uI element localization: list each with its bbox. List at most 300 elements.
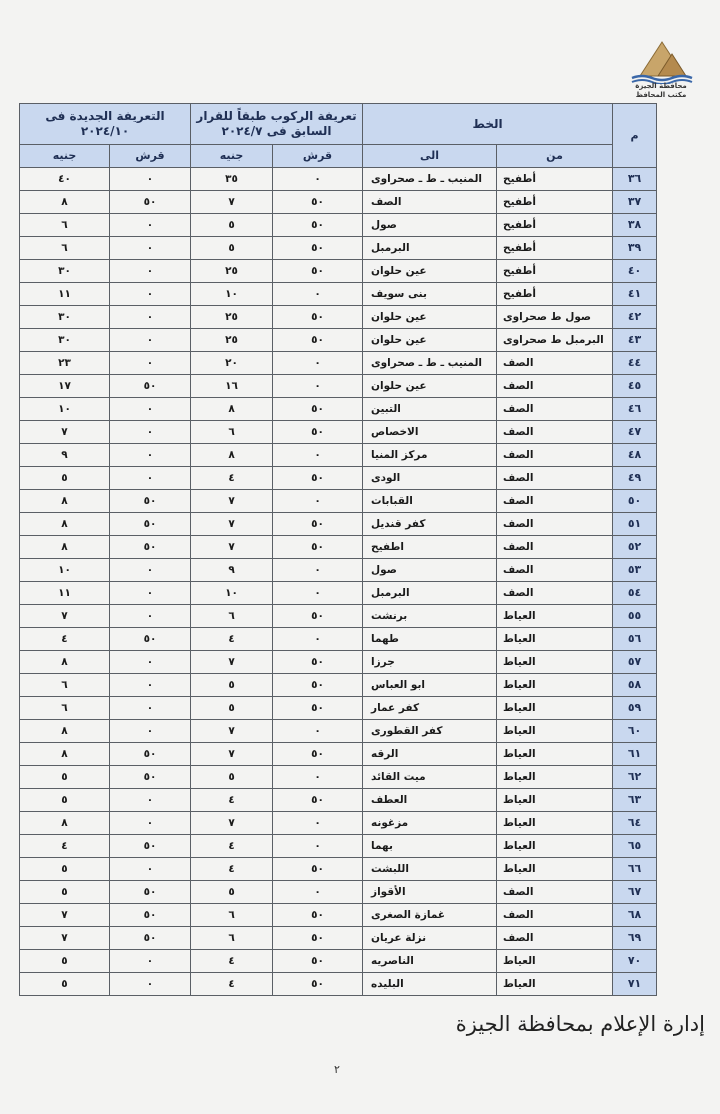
route-to: برنشت [363,605,497,628]
route-to: مركز المنيا [363,444,497,467]
new-fare-piastre: ٥٠ [110,628,191,651]
table-row [20,582,657,605]
row-index: ٤٩ [613,467,657,490]
old-fare-piastre: ٥٠ [273,467,363,490]
table-row [20,927,657,950]
old-fare-piastre: ٠ [273,628,363,651]
route-from: الصف [497,559,613,582]
route-from: الصف [497,467,613,490]
new-fare-piastre: ٥٠ [110,927,191,950]
old-fare-pound: ٦ [191,421,273,444]
table-row [20,628,657,651]
old-fare-pound: ١٠ [191,582,273,605]
old-fare-pound: ٢٥ [191,306,273,329]
row-index: ٦٩ [613,927,657,950]
old-fare-pound: ٩ [191,559,273,582]
route-to: طهما [363,628,497,651]
old-fare-pound: ٤ [191,467,273,490]
new-fare-piastre: ٠ [110,306,191,329]
route-to: الاخصاص [363,421,497,444]
route-from: العياط [497,950,613,973]
new-fare-pound: ٣٠ [20,306,110,329]
route-from: العياط [497,605,613,628]
route-to: عين حلوان [363,329,497,352]
new-fare-piastre: ٠ [110,674,191,697]
new-fare-piastre: ٥٠ [110,766,191,789]
old-fare-pound: ٧ [191,743,273,766]
table-row [20,283,657,306]
new-fare-pound: ٥ [20,973,110,996]
table-row [20,973,657,996]
table-row [20,789,657,812]
old-fare-pound: ٢٥ [191,260,273,283]
new-fare-pound: ٨ [20,191,110,214]
route-from: الصف [497,375,613,398]
old-fare-piastre: ٥٠ [273,927,363,950]
route-from: الصف [497,490,613,513]
route-from: الصف [497,582,613,605]
old-fare-piastre: ٥٠ [273,674,363,697]
old-fare-piastre: ٠ [273,352,363,375]
row-index: ٣٦ [613,168,657,191]
new-fare-piastre: ٥٠ [110,490,191,513]
old-fare-pound: ٦ [191,927,273,950]
route-to: اطفيح [363,536,497,559]
old-fare-pound: ٤ [191,835,273,858]
new-fare-pound: ٦ [20,697,110,720]
route-from: الصف [497,536,613,559]
old-fare-piastre: ٥٠ [273,421,363,444]
route-from: العياط [497,812,613,835]
old-fare-piastre: ٥٠ [273,214,363,237]
old-fare-piastre: ٥٠ [273,950,363,973]
new-fare-pound: ٣٠ [20,260,110,283]
new-fare-piastre: ٠ [110,214,191,237]
header-new-pound: جنيه [20,145,110,168]
row-index: ٧١ [613,973,657,996]
new-fare-piastre: ٥٠ [110,513,191,536]
row-index: ٤٦ [613,398,657,421]
table-row [20,766,657,789]
row-index: ٦٨ [613,904,657,927]
old-fare-piastre: ٠ [273,812,363,835]
new-fare-pound: ٨ [20,651,110,674]
route-to: بهما [363,835,497,858]
new-fare-pound: ٨ [20,536,110,559]
new-fare-piastre: ٠ [110,559,191,582]
route-from: الصف [497,398,613,421]
old-fare-pound: ١٦ [191,375,273,398]
old-fare-piastre: ٥٠ [273,260,363,283]
new-fare-piastre: ٠ [110,858,191,881]
row-index: ٦٥ [613,835,657,858]
old-fare-pound: ٤ [191,950,273,973]
old-fare-pound: ٦ [191,605,273,628]
footer-credit: إدارة الإعلام بمحافظة الجيزة [455,1012,705,1036]
new-fare-piastre: ٥٠ [110,536,191,559]
route-to: غمازة الصغرى [363,904,497,927]
route-from: أطفيح [497,283,613,306]
new-fare-piastre: ٥٠ [110,881,191,904]
old-fare-pound: ٥ [191,766,273,789]
route-from: الصف [497,927,613,950]
table-row [20,191,657,214]
table-row [20,513,657,536]
logo-caption [628,82,694,100]
table-row [20,352,657,375]
new-fare-piastre: ٥٠ [110,743,191,766]
route-to: المنيب ـ ط ـ صحراوى [363,168,497,191]
row-index: ٥٧ [613,651,657,674]
new-fare-pound: ١٧ [20,375,110,398]
new-fare-pound: ٨ [20,743,110,766]
header-to: الى [363,145,497,168]
page-number: ٢ [334,1063,340,1076]
new-fare-pound: ٤٠ [20,168,110,191]
old-fare-piastre: ٠ [273,444,363,467]
new-fare-piastre: ٠ [110,467,191,490]
route-to: القبابات [363,490,497,513]
new-fare-piastre: ٠ [110,329,191,352]
new-fare-piastre: ٥٠ [110,835,191,858]
old-fare-pound: ٥ [191,214,273,237]
route-to: كفر القطورى [363,720,497,743]
new-fare-piastre: ٠ [110,720,191,743]
new-fare-piastre: ٠ [110,697,191,720]
row-index: ٣٩ [613,237,657,260]
row-index: ٥٢ [613,536,657,559]
old-fare-piastre: ٠ [273,835,363,858]
old-fare-piastre: ٠ [273,283,363,306]
table-row [20,559,657,582]
logo-caption-line-1: محافظة الجيزة [635,82,687,90]
route-to: الرقه [363,743,497,766]
row-index: ٥٦ [613,628,657,651]
row-index: ٦١ [613,743,657,766]
route-to: مزغونه [363,812,497,835]
header-old-fare: تعريفة الركوب طبقاً للقرار السابق فى ٢٠٢٤/٧ [191,104,363,145]
old-fare-pound: ٢٥ [191,329,273,352]
route-from: الصف [497,421,613,444]
old-fare-pound: ٧ [191,490,273,513]
header-from: من [497,145,613,168]
route-to: كفر قنديل [363,513,497,536]
header-route: الخط [363,104,613,145]
old-fare-piastre: ٠ [273,168,363,191]
new-fare-pound: ٥ [20,789,110,812]
route-to: صول [363,214,497,237]
route-to: جرزا [363,651,497,674]
route-from: العياط [497,789,613,812]
row-index: ٤١ [613,283,657,306]
header-new-piastre: قرش [110,145,191,168]
route-to: البرمبل [363,237,497,260]
route-to: البليده [363,973,497,996]
route-from: العياط [497,766,613,789]
table-row [20,467,657,490]
route-from: أطفيح [497,191,613,214]
new-fare-pound: ١٠ [20,398,110,421]
old-fare-pound: ٨ [191,398,273,421]
old-fare-pound: ٥ [191,674,273,697]
row-index: ٤٨ [613,444,657,467]
new-fare-piastre: ٠ [110,398,191,421]
table-row [20,858,657,881]
old-fare-piastre: ٠ [273,766,363,789]
row-index: ٤٧ [613,421,657,444]
row-index: ٤٢ [613,306,657,329]
route-to: بنى سويف [363,283,497,306]
route-to: المنيب ـ ط ـ صحراوى [363,352,497,375]
table-row [20,674,657,697]
row-index: ٤٠ [613,260,657,283]
route-to: التبين [363,398,497,421]
new-fare-pound: ٤ [20,628,110,651]
route-to: الأقواز [363,881,497,904]
old-fare-pound: ٨ [191,444,273,467]
old-fare-pound: ٢٠ [191,352,273,375]
old-fare-piastre: ٠ [273,375,363,398]
route-from: العياط [497,858,613,881]
table-row [20,421,657,444]
route-to: نزلة عريان [363,927,497,950]
old-fare-pound: ٧ [191,191,273,214]
new-fare-piastre: ٠ [110,237,191,260]
route-from: العياط [497,697,613,720]
old-fare-pound: ٧ [191,812,273,835]
new-fare-pound: ٧ [20,904,110,927]
new-fare-piastre: ٠ [110,973,191,996]
old-fare-pound: ٧ [191,651,273,674]
old-fare-piastre: ٥٠ [273,858,363,881]
table-row [20,168,657,191]
route-from: العياط [497,720,613,743]
old-fare-pound: ٧ [191,720,273,743]
table-row [20,720,657,743]
row-index: ٥٤ [613,582,657,605]
old-fare-pound: ٤ [191,628,273,651]
route-from: البرمبل ط صحراوى [497,329,613,352]
new-fare-pound: ٨ [20,720,110,743]
route-from: الصف [497,352,613,375]
new-fare-pound: ٦ [20,237,110,260]
table-row [20,237,657,260]
table-row [20,536,657,559]
new-fare-pound: ٥ [20,467,110,490]
new-fare-pound: ٨ [20,812,110,835]
new-fare-piastre: ٠ [110,260,191,283]
route-from: العياط [497,835,613,858]
new-fare-pound: ٥ [20,858,110,881]
route-to: الصف [363,191,497,214]
new-fare-pound: ٥ [20,950,110,973]
old-fare-piastre: ٥٠ [273,191,363,214]
new-fare-pound: ١٠ [20,559,110,582]
row-index: ٣٨ [613,214,657,237]
row-index: ٦٤ [613,812,657,835]
route-from: الصف [497,444,613,467]
new-fare-pound: ٨ [20,490,110,513]
old-fare-piastre: ٥٠ [273,329,363,352]
row-index: ٥٥ [613,605,657,628]
new-fare-piastre: ٠ [110,582,191,605]
table-row [20,697,657,720]
row-index: ٦٢ [613,766,657,789]
table-row [20,812,657,835]
new-fare-pound: ١١ [20,582,110,605]
new-fare-pound: ٥ [20,881,110,904]
old-fare-piastre: ٥٠ [273,605,363,628]
old-fare-pound: ٥ [191,881,273,904]
row-index: ٥٨ [613,674,657,697]
route-to: البرمبل [363,582,497,605]
route-to: ميت القائد [363,766,497,789]
old-fare-piastre: ٠ [273,490,363,513]
route-from: أطفيح [497,168,613,191]
route-from: الصف [497,904,613,927]
new-fare-pound: ٣٠ [20,329,110,352]
route-from: العياط [497,674,613,697]
new-fare-piastre: ٠ [110,950,191,973]
new-fare-pound: ٧ [20,927,110,950]
route-to: كفر عمار [363,697,497,720]
new-fare-pound: ١١ [20,283,110,306]
route-from: الصف [497,513,613,536]
row-index: ٤٣ [613,329,657,352]
fare-rows [20,168,657,996]
new-fare-pound: ٩ [20,444,110,467]
new-fare-piastre: ٥٠ [110,191,191,214]
new-fare-pound: ٢٣ [20,352,110,375]
table-row [20,904,657,927]
old-fare-piastre: ٠ [273,559,363,582]
route-from: العياط [497,743,613,766]
route-from: صول ط صحراوى [497,306,613,329]
route-to: عين حلوان [363,375,497,398]
row-index: ٥٩ [613,697,657,720]
route-from: أطفيح [497,260,613,283]
route-to: عين حلوان [363,260,497,283]
new-fare-piastre: ٠ [110,651,191,674]
header-old-pound: جنيه [191,145,273,168]
old-fare-piastre: ٥٠ [273,743,363,766]
fare-table [19,103,657,996]
new-fare-piastre: ٠ [110,421,191,444]
header-new-fare: التعريفة الجديدة فى ٢٠٢٤/١٠ [20,104,191,145]
row-index: ٦٧ [613,881,657,904]
old-fare-pound: ٦ [191,904,273,927]
route-to: صول [363,559,497,582]
route-to: العطف [363,789,497,812]
old-fare-piastre: ٠ [273,720,363,743]
table-row [20,605,657,628]
old-fare-pound: ٣٥ [191,168,273,191]
old-fare-piastre: ٥٠ [273,973,363,996]
old-fare-piastre: ٠ [273,881,363,904]
table-row [20,444,657,467]
route-from: العياط [497,628,613,651]
table-row [20,214,657,237]
old-fare-pound: ٤ [191,858,273,881]
row-index: ٦٣ [613,789,657,812]
old-fare-piastre: ٥٠ [273,237,363,260]
old-fare-piastre: ٥٠ [273,306,363,329]
row-index: ٦٠ [613,720,657,743]
route-from: الصف [497,881,613,904]
old-fare-pound: ٧ [191,536,273,559]
logo-caption-line-2: مكتب المحافظ [635,91,687,99]
new-fare-pound: ٧ [20,605,110,628]
table-row [20,835,657,858]
old-fare-piastre: ٥٠ [273,651,363,674]
old-fare-pound: ٧ [191,513,273,536]
new-fare-pound: ٧ [20,421,110,444]
row-index: ٣٧ [613,191,657,214]
new-fare-piastre: ٠ [110,283,191,306]
new-fare-pound: ٦ [20,214,110,237]
row-index: ٦٦ [613,858,657,881]
table-row [20,950,657,973]
old-fare-pound: ٥ [191,237,273,260]
new-fare-pound: ٦ [20,674,110,697]
old-fare-pound: ١٠ [191,283,273,306]
route-to: الناصريه [363,950,497,973]
old-fare-pound: ٤ [191,789,273,812]
new-fare-pound: ٨ [20,513,110,536]
route-to: عين حلوان [363,306,497,329]
table-row [20,306,657,329]
new-fare-piastre: ٥٠ [110,375,191,398]
new-fare-pound: ٤ [20,835,110,858]
new-fare-piastre: ٥٠ [110,904,191,927]
route-from: أطفيح [497,214,613,237]
table-row [20,490,657,513]
table-row [20,375,657,398]
old-fare-pound: ٤ [191,973,273,996]
header-old-piastre: قرش [273,145,363,168]
route-to: ابو العباس [363,674,497,697]
row-index: ٤٤ [613,352,657,375]
old-fare-piastre: ٥٠ [273,789,363,812]
new-fare-piastre: ٠ [110,789,191,812]
old-fare-piastre: ٥٠ [273,904,363,927]
row-index: ٥٠ [613,490,657,513]
row-index: ٧٠ [613,950,657,973]
new-fare-piastre: ٠ [110,605,191,628]
old-fare-piastre: ٥٠ [273,697,363,720]
route-from: أطفيح [497,237,613,260]
old-fare-piastre: ٥٠ [273,398,363,421]
route-to: اللبشت [363,858,497,881]
table-row [20,260,657,283]
new-fare-piastre: ٠ [110,352,191,375]
route-from: العياط [497,973,613,996]
old-fare-piastre: ٥٠ [273,536,363,559]
old-fare-piastre: ٥٠ [273,513,363,536]
new-fare-pound: ٥ [20,766,110,789]
route-from: العياط [497,651,613,674]
row-index: ٥١ [613,513,657,536]
header-index: م [613,104,657,168]
row-index: ٥٣ [613,559,657,582]
old-fare-piastre: ٠ [273,582,363,605]
table-row [20,881,657,904]
row-index: ٤٥ [613,375,657,398]
table-row [20,329,657,352]
route-to: الودى [363,467,497,490]
table-row [20,743,657,766]
old-fare-pound: ٥ [191,697,273,720]
